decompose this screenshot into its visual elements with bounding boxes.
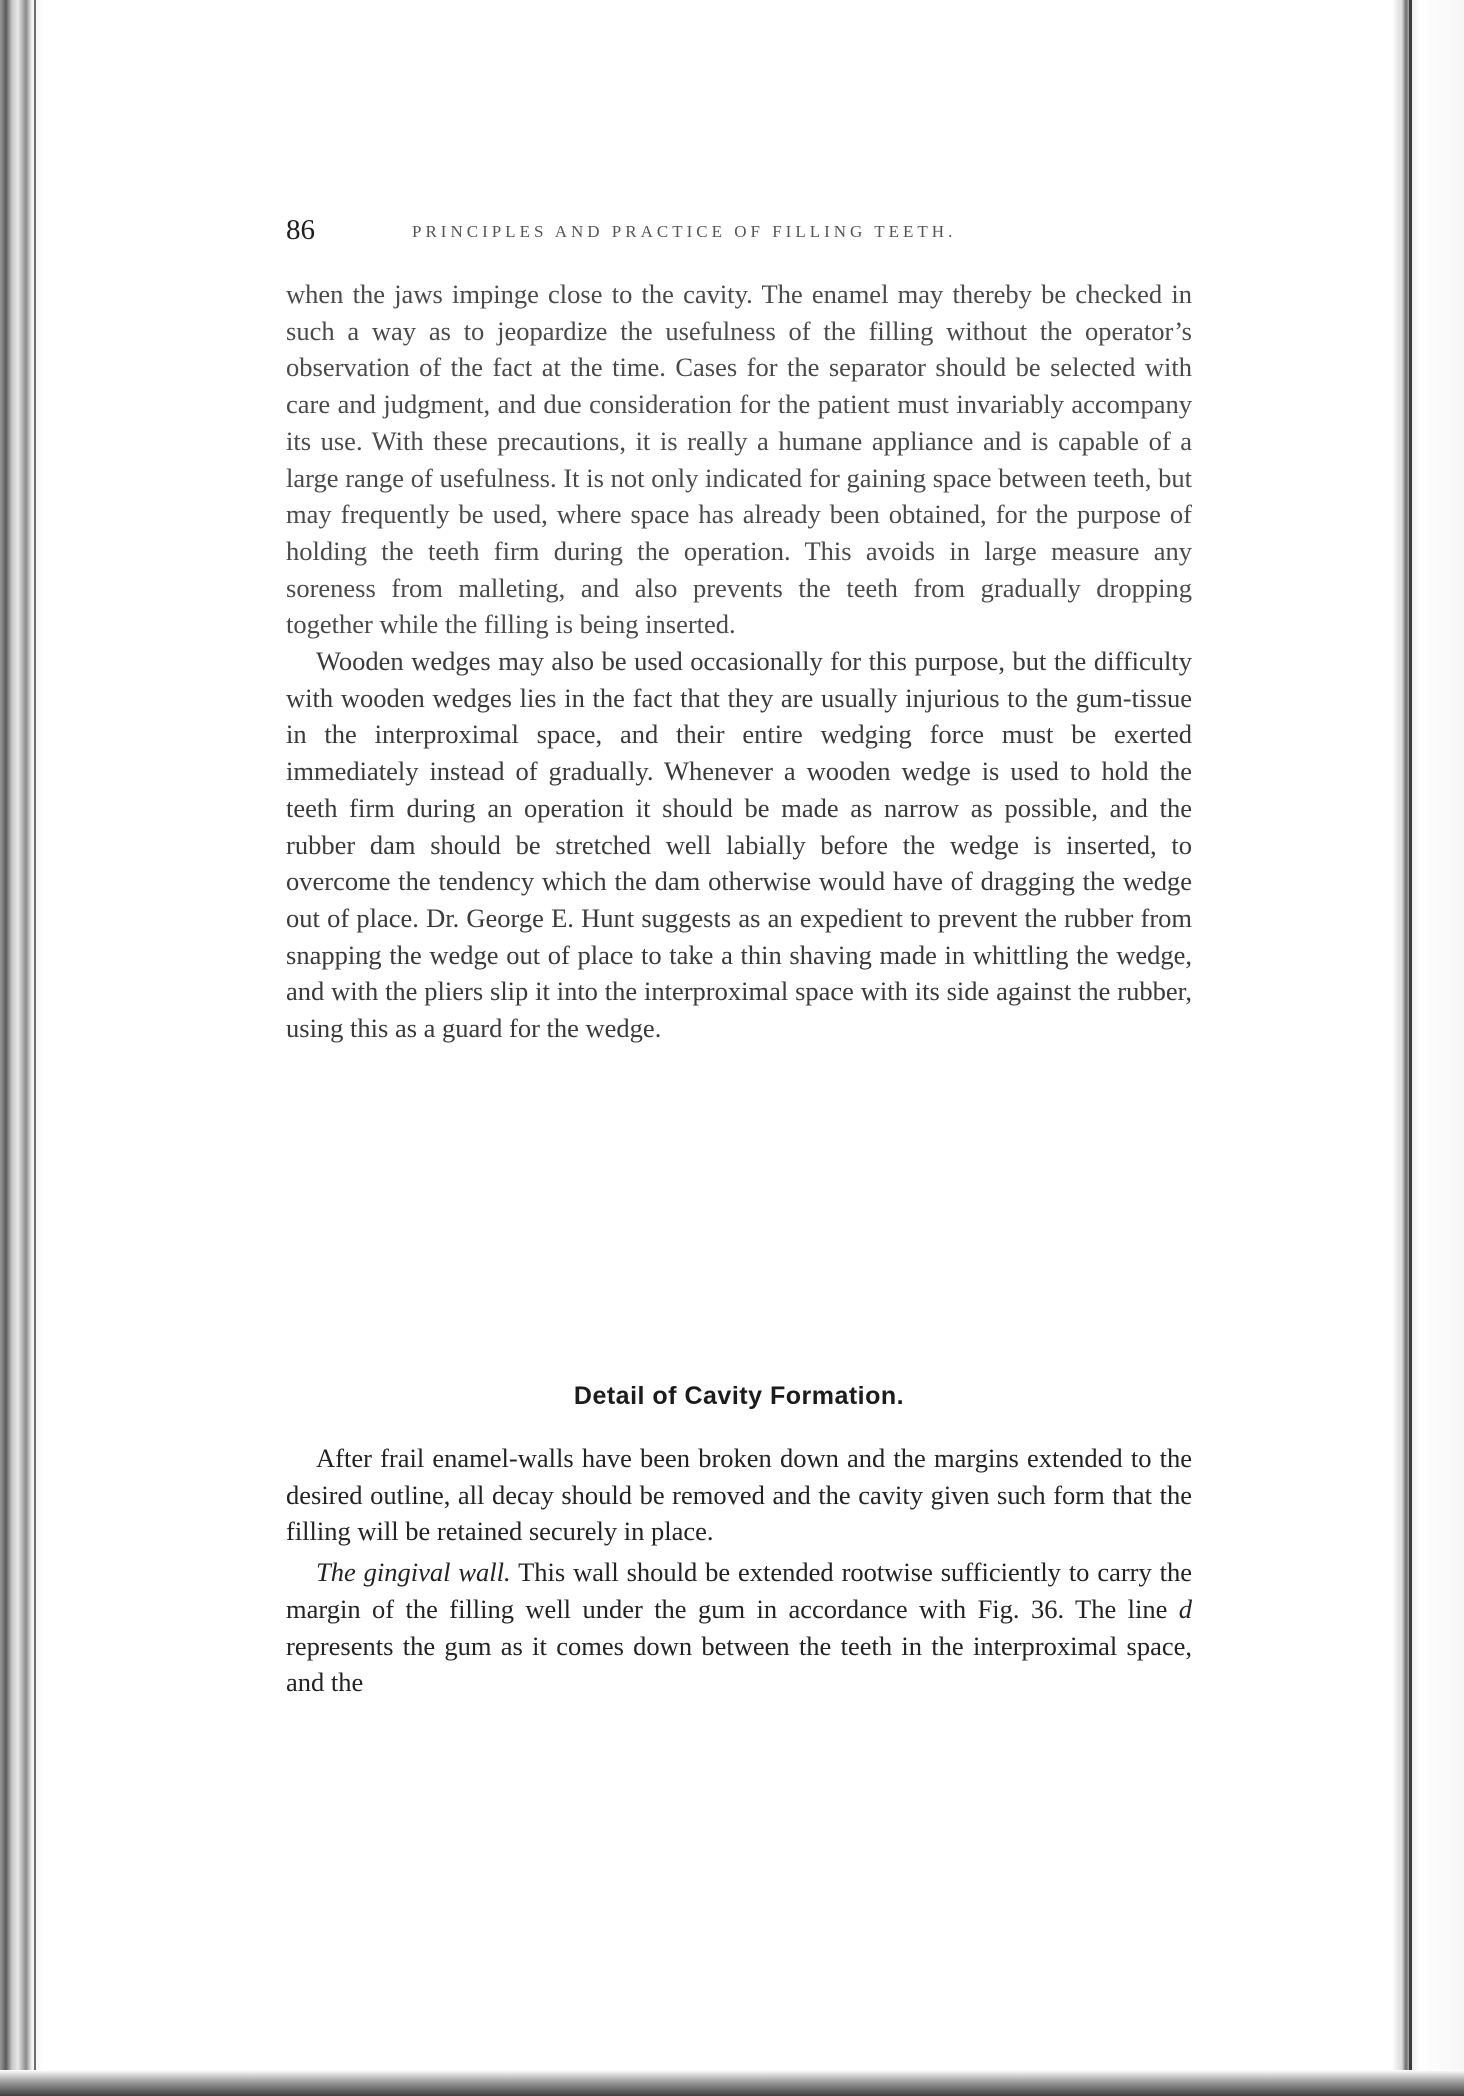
gingival-wall-text-b: represents the gum as it comes down between the teeth in the interproximal space, and the <box>286 1630 1192 1698</box>
scan-binding-edge-left <box>0 0 44 2096</box>
paragraph-separator-use: when the jaws impinge close to the cavity. The enamel may thereby be checked in such a way as to jeopardize the usefulness of the filling without the operator’s observation of the fact at the time. Cases for the separator should be selected with care and judgment, and due consideration for the patient must invariably accompany its use. With these precautions, it is really a humane appliance and is capable of a large range of usefulness. It is not only indicated for gaining space between teeth, but may frequently be used, where space has already been obtained, for the purpose of holding the teeth firm during the operation. This avoids in large measure any soreness from malleting, and also prevents the teeth from gradually dropping together while the filling is being inserted. <box>286 279 1192 640</box>
paragraph-wooden-wedges: Wooden wedges may also be used occasionally for this purpose, but the difficulty with wooden wedges lies in the fact that they are usually injurious to the gum-tissue in the interproximal space, and their entire wedging force must be exerted immediately instead of gradually. Whenever a wooden wedge is used to hold the teeth firm during an operation it should be made as narrow as possible, and the rubber dam should be stretched well labially before the wedge is inserted, to overcome the tendency which the dam otherwise would have of dragging the wedge out of place. Dr. George E. Hunt suggests as an expedient to prevent the rubber from snapping the wedge out of place to take a thin shaving made in whittling the wedge, and with the pliers slip it into the interproximal space with its side against the rubber, using this as a guard for the wedge. <box>286 646 1192 1044</box>
paragraph-cavity-form: After frail enamel-walls have been broken down and the margins extended to the desired outline, all decay should be removed and the cavity given such form that the filling will be retained securely in place. <box>286 1443 1192 1547</box>
running-head: PRINCIPLES AND PRACTICE OF FILLING TEETH. <box>412 222 957 241</box>
scan-binding-line-left <box>34 0 36 2096</box>
scan-fold-edge-right <box>1392 0 1464 2096</box>
scan-fold-line-right <box>1409 0 1412 2096</box>
gingival-wall-text-a: This wall should be extended rootwise sufficiently to carry the margin of the filling well under the gum in accordance with Fig. 36. The line <box>286 1557 1192 1624</box>
section-text <box>286 1440 1192 1701</box>
section-heading: Detail of Cavity Formation. <box>573 1382 905 1410</box>
gum-line-variable: d <box>1178 1593 1192 1624</box>
page-header <box>286 214 1196 254</box>
page-number: 86 <box>286 214 315 246</box>
scan-bottom-edge <box>0 2070 1464 2096</box>
main-text <box>286 276 1192 1047</box>
gingival-wall-lead: The gingival wall. <box>316 1557 511 1588</box>
paragraph-gingival-wall <box>286 1554 1192 1701</box>
